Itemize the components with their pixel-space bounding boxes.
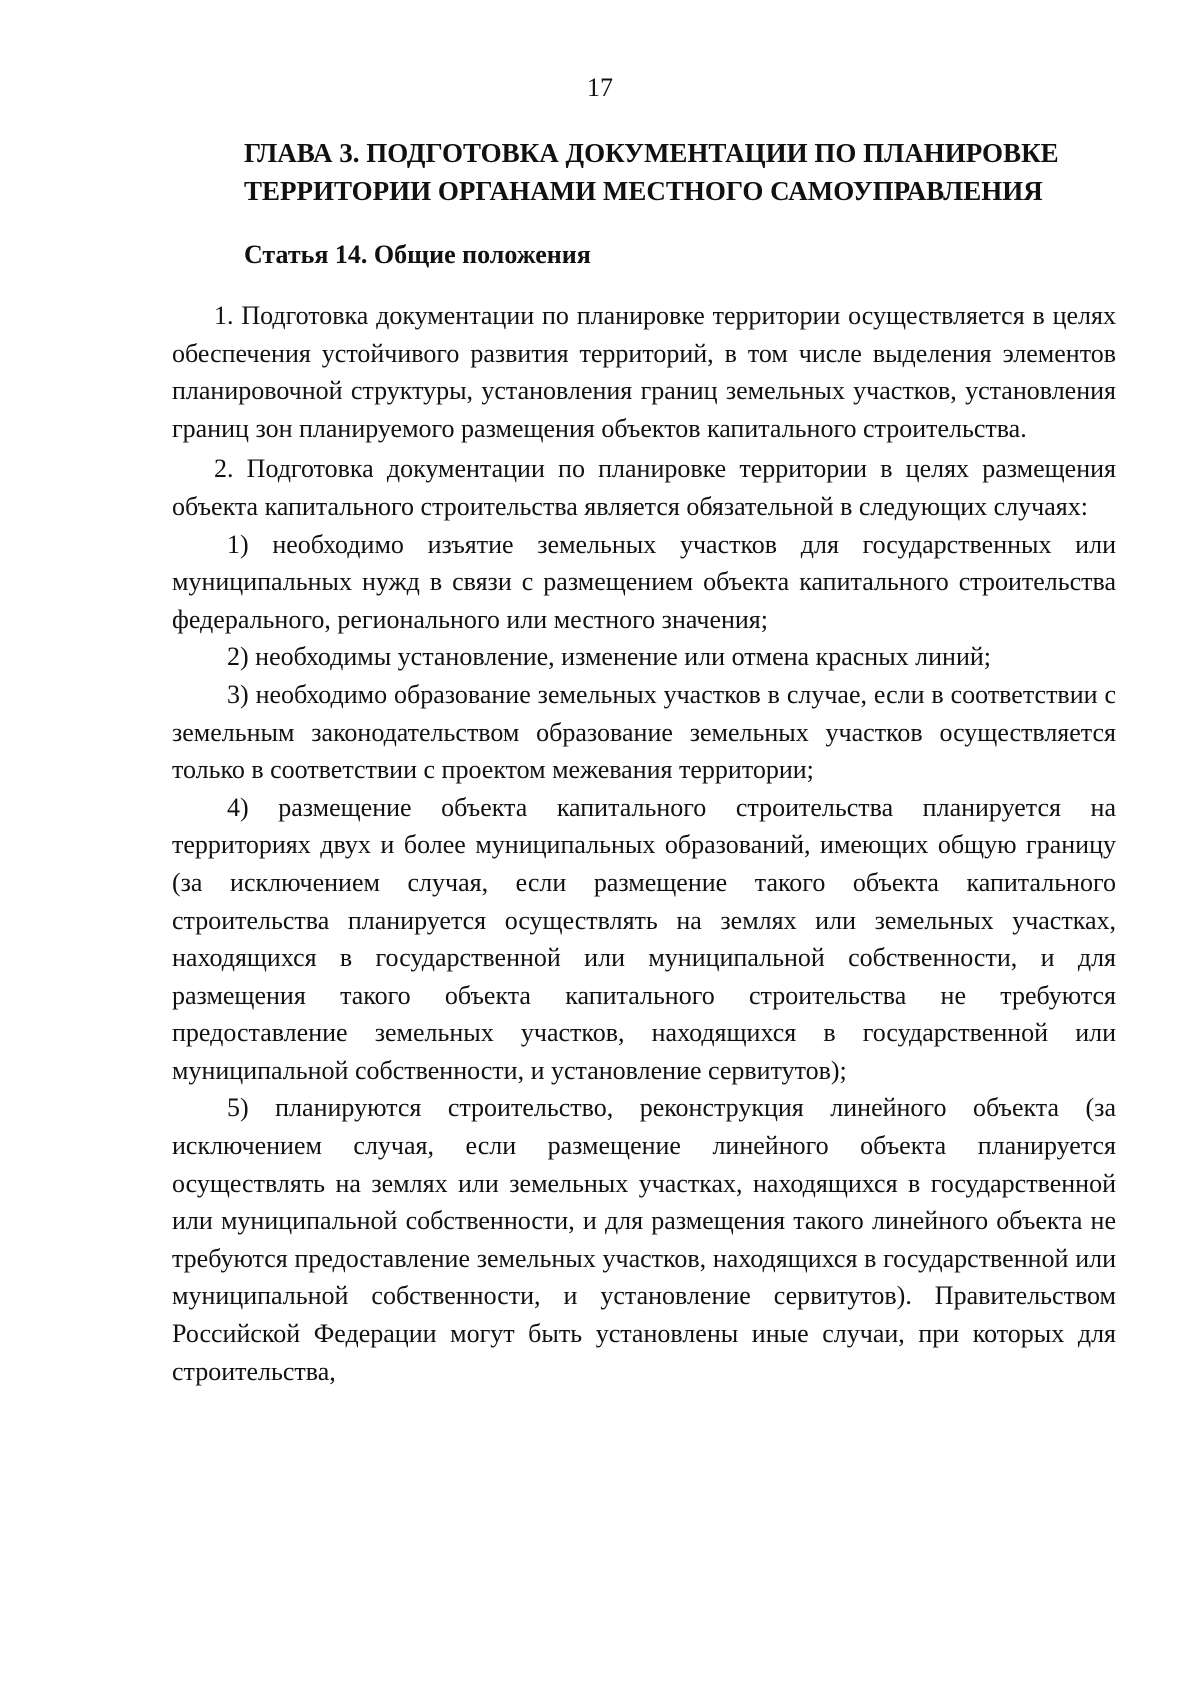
page-content xyxy=(172,134,1116,1390)
list-item-5: 5) планируются строительство, реконструкция линейного объекта (за исключением случая, если размещение линейного объекта планируется осуществлять на землях или земельных участках, находящихся в государственной или муниципальной собственности, и для размещения такого линейного объекта не требуются предоставление земельных участков, находящихся в государственной или муниципальной собственности, и установление сервитутов). Правительством Российской Федерации могут быть установлены иные случаи, при которых для строительства, xyxy=(172,1093,1116,1386)
chapter-title xyxy=(244,134,1116,210)
article-title: Статья 14. Общие положения xyxy=(244,240,591,269)
paragraph-2: 2. Подготовка документации по планировке территории в целях размещения объекта капитального строительства является обязательной в следующих случаях: xyxy=(172,454,1116,521)
list-item-3: 3) необходимо образование земельных участков в случае, если в соответствии с земельным законодательством образование земельных участков осуществляется только в соответствии с проектом межевания территории; xyxy=(172,679,1116,785)
page-number: 17 xyxy=(587,73,613,102)
paragraph-1: 1. Подготовка документации по планировке территории осуществляется в целях обеспечения устойчивого развития территорий, в том числе выделения элементов планировочной структуры, установления границ земельных участков, установления границ зон планируемого размещения объектов капитального строительства. xyxy=(172,301,1116,443)
chapter-title-line-1: ГЛАВА 3. ПОДГОТОВКА ДОКУМЕНТАЦИИ ПО ПЛАНИРОВКЕ xyxy=(244,138,1059,168)
list-item-1: 1) необходимо изъятие земельных участков для государственных или муниципальных нужд в связи с размещением объекта капитального строительства федерального, регионального или местного значения; xyxy=(172,529,1116,634)
list-item-2: 2) необходимы установление, изменение или отмена красных линий; xyxy=(227,642,992,672)
chapter-title-line-2: ТЕРРИТОРИИ ОРГАНАМИ МЕСТНОГО САМОУПРАВЛЕНИЯ xyxy=(244,176,1043,206)
list-item-4: 4) размещение объекта капитального строительства планируется на территориях двух и более муниципальных образований, имеющих общую границу (за исключением случая, если размещение такого объекта капитального строительства планируется осуществлять на землях или земельных участках, находящихся в государственной или муниципальной собственности, и для размещения такого объекта капитального строительства не требуются предоставление земельных участков, находящихся в государственной или муниципальной собственности, и установление сервитутов); xyxy=(172,792,1116,1085)
